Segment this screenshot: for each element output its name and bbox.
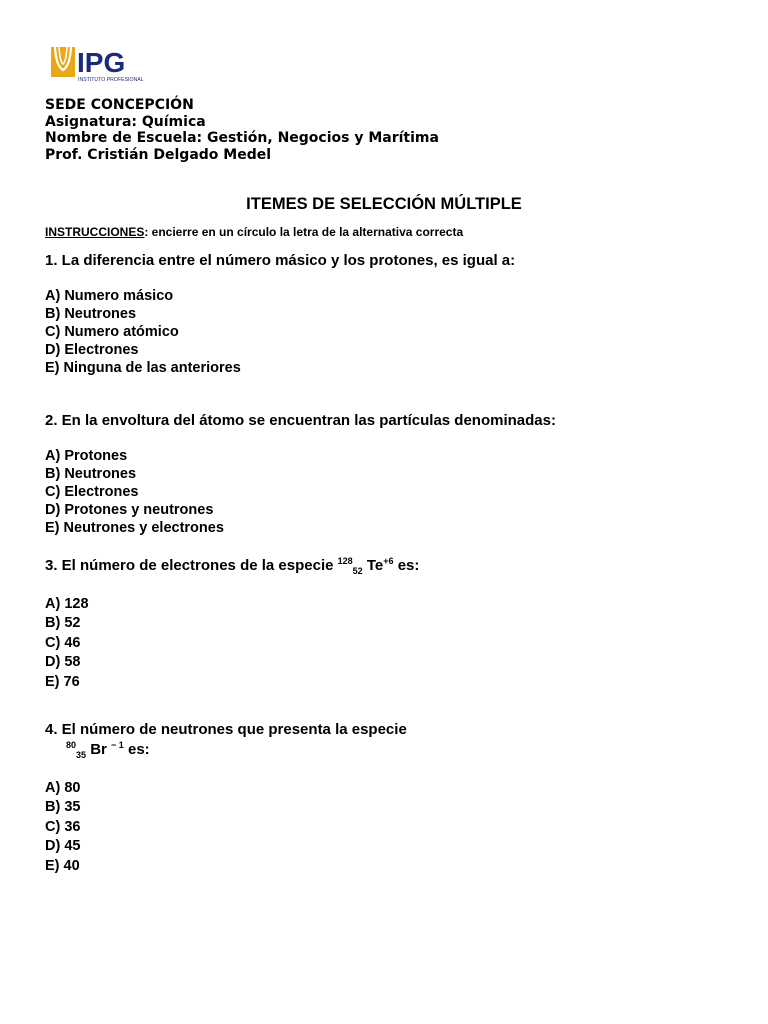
- option[interactable]: D) Electrones: [45, 341, 139, 358]
- question-4: 4. El número de neutrones que presenta la especie: [45, 721, 407, 738]
- option[interactable]: D) 45: [45, 838, 81, 855]
- atomic-number: 52: [352, 566, 363, 576]
- svg-text:INSTITUTO PROFESIONAL: INSTITUTO PROFESIONAL: [78, 77, 144, 83]
- school-line: Nombre de Escuela: Gestión, Negocios y Marítima: [45, 130, 439, 146]
- question-4-formula: [66, 740, 150, 760]
- mass-number: 80: [66, 740, 77, 750]
- option[interactable]: C) 36: [45, 818, 81, 835]
- question-stem: 3. El número de electrones de la especie: [45, 557, 334, 574]
- options-1: [45, 288, 241, 378]
- professor-line: Prof. Cristián Delgado Medel: [45, 146, 272, 163]
- option[interactable]: C) Electrones: [45, 483, 139, 500]
- option[interactable]: B) 35: [45, 799, 81, 816]
- option[interactable]: E) 40: [45, 857, 80, 874]
- page-title: ITEMES DE SELECCIÓN MÚLTIPLE: [246, 195, 522, 213]
- option[interactable]: D) 58: [45, 654, 81, 671]
- options-4: [45, 779, 80, 876]
- option[interactable]: B) 52: [45, 615, 81, 632]
- mass-number: 128: [337, 556, 353, 566]
- question-1: 1. La diferencia entre el número másico y los protones, es igual a:: [45, 252, 516, 269]
- option[interactable]: E) Neutrones y electrones: [45, 519, 224, 536]
- instructions-text: : encierre en un círculo la letra de la alternativa correcta: [144, 225, 464, 239]
- option[interactable]: E) 76: [45, 673, 80, 690]
- instructions-label: INSTRUCCIONES: [45, 225, 145, 239]
- svg-text:IPG: IPG: [77, 47, 126, 78]
- atomic-number: 35: [76, 750, 87, 760]
- options-3: [45, 595, 89, 692]
- element-symbol: Br: [90, 741, 107, 758]
- element-symbol: Te: [366, 557, 384, 574]
- option[interactable]: A) Numero másico: [45, 288, 174, 304]
- option[interactable]: C) 46: [45, 634, 81, 651]
- subject-line: Asignatura: Química: [45, 113, 206, 130]
- question-suffix: es:: [397, 557, 420, 574]
- option[interactable]: C) Numero atómico: [45, 323, 179, 340]
- option[interactable]: A) 80: [45, 780, 81, 796]
- instructions: [45, 225, 463, 239]
- option[interactable]: D) Protones y neutrones: [45, 501, 214, 518]
- option[interactable]: B) Neutrones: [45, 305, 137, 322]
- option[interactable]: A) Protones: [45, 448, 128, 464]
- question-2: 2. En la envoltura del átomo se encuentran las partículas denominadas:: [45, 412, 556, 429]
- question-suffix: es:: [127, 741, 150, 758]
- option[interactable]: E) Ninguna de las anteriores: [45, 359, 241, 376]
- ion-charge: − 1: [111, 740, 124, 750]
- option[interactable]: A) 128: [45, 596, 89, 612]
- options-2: [45, 448, 224, 538]
- question-3: [45, 556, 419, 576]
- campus-line: SEDE CONCEPCIÓN: [45, 97, 194, 113]
- option[interactable]: B) Neutrones: [45, 465, 137, 482]
- ion-charge: +6: [383, 556, 394, 566]
- course-header: [45, 97, 439, 163]
- ipg-logo: [50, 44, 150, 84]
